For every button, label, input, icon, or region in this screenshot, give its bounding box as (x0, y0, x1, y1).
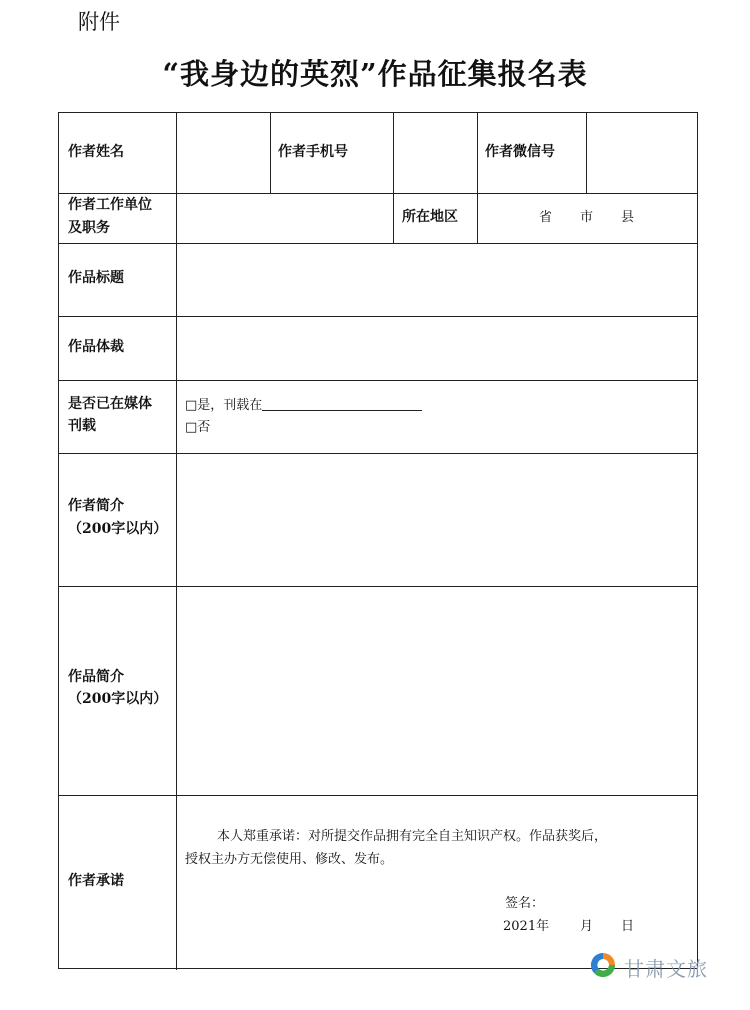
watermark (588, 950, 708, 984)
author-bio-label: 作者简介 (68, 498, 124, 514)
pledge-text-line1: 本人郑重承诺：对所提交作品拥有完全自主知识产权。作品获奖后， (217, 829, 608, 844)
row-divider (59, 193, 697, 194)
pledge-label: 作者承诺 (68, 873, 124, 889)
row-divider (59, 380, 697, 381)
work-unit-label-line2: 及职务 (68, 220, 110, 236)
column-divider (393, 113, 394, 193)
published-yes-option[interactable] (185, 395, 422, 416)
date-month: 月 (580, 919, 594, 934)
published-label-line2: 刊载 (68, 418, 96, 434)
date-year: 2021年 (503, 919, 550, 934)
row-divider (59, 586, 697, 587)
row-divider (59, 795, 697, 796)
row-divider (59, 453, 697, 454)
work-genre-label: 作品体裁 (68, 339, 124, 355)
work-unit-label: 作者工作单位 (68, 197, 152, 213)
region-province: 省 (539, 210, 553, 225)
region-county: 县 (621, 210, 635, 225)
registration-form-table (58, 112, 698, 969)
date-day: 日 (621, 919, 635, 934)
region-label: 所在地区 (402, 209, 458, 225)
author-name-label: 作者姓名 (68, 144, 124, 160)
author-wechat-label: 作者微信号 (485, 144, 555, 160)
column-divider (586, 113, 587, 193)
author-phone-label: 作者手机号 (278, 144, 348, 160)
column-divider (270, 113, 271, 193)
published-yes-text: □是，刊载在 (185, 398, 263, 413)
signature-label: 签名： (505, 896, 545, 911)
column-divider (176, 113, 177, 970)
watermark-text: 甘肃文旅 (624, 956, 708, 981)
gansu-wenlv-logo-icon (588, 950, 618, 984)
work-title-label: 作品标题 (68, 270, 124, 286)
published-no-option[interactable]: □否 (185, 420, 211, 435)
column-divider (393, 193, 394, 243)
column-divider (477, 193, 478, 243)
row-divider (59, 316, 697, 317)
published-media-blank[interactable] (262, 396, 422, 411)
region-city: 市 (580, 210, 594, 225)
work-intro-limit: （200字以内） (68, 691, 168, 707)
author-bio-limit: （200字以内） (68, 521, 168, 537)
pledge-text-line2: 授权主办方无偿使用、修改、发布。 (185, 852, 394, 867)
attachment-label: 附件 (78, 10, 120, 34)
work-intro-label: 作品简介 (68, 669, 124, 685)
form-title: “我身边的英烈”作品征集报名表 (162, 57, 588, 91)
column-divider (477, 113, 478, 193)
published-label: 是否已在媒体 (68, 396, 152, 412)
row-divider (59, 243, 697, 244)
